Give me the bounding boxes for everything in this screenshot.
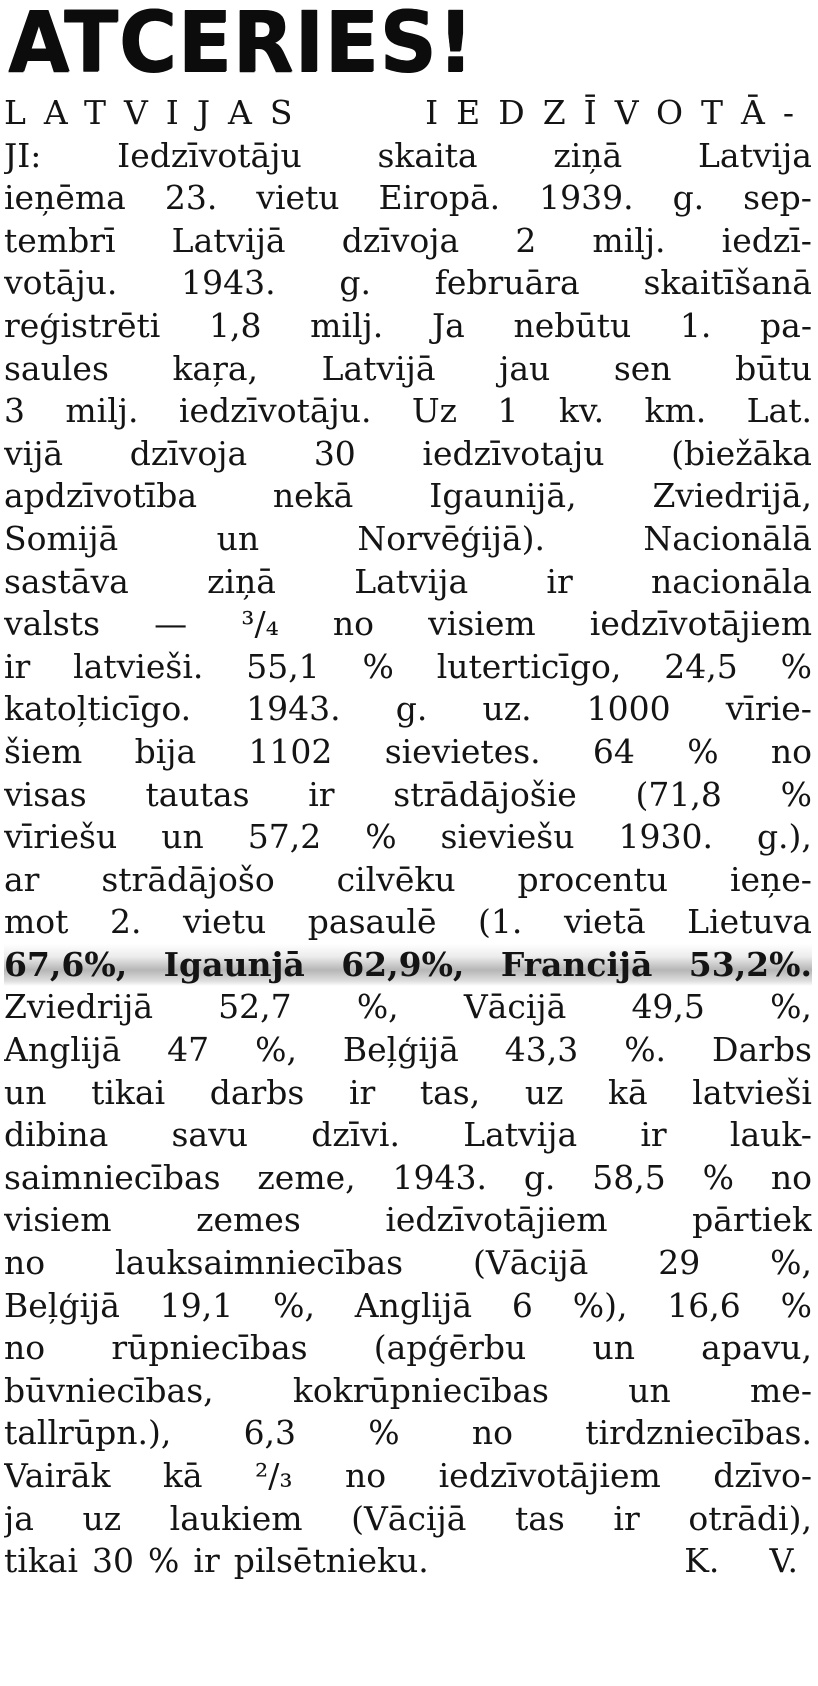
article-word: visiem	[4, 1200, 112, 1240]
article-word: visiem	[428, 604, 536, 644]
article-word: un	[216, 518, 260, 558]
article-word: 2	[515, 220, 537, 260]
article-word: 30	[313, 433, 356, 473]
article-word: vietu	[182, 902, 267, 942]
article-word: sievietes.	[384, 731, 541, 771]
article-word: tikai	[91, 1072, 166, 1112]
article-line	[4, 816, 812, 859]
article-word: iedzīvotājiem	[589, 604, 812, 644]
article-word: visas	[4, 774, 87, 814]
article-word: tikai	[4, 1541, 79, 1581]
article-word: procentu	[517, 859, 669, 899]
article-word: tas	[514, 1498, 565, 1538]
article-word: ziņā	[207, 561, 276, 601]
article-line	[4, 774, 812, 817]
article-word: Somijā	[4, 518, 119, 558]
article-line	[4, 1370, 812, 1413]
article-word: 29	[658, 1243, 701, 1283]
article-word: skaita	[377, 135, 478, 175]
article-word: iedzīvotājiem	[385, 1200, 608, 1240]
article-word: %	[368, 1413, 400, 1453]
article-word: kv.	[558, 391, 605, 431]
article-word: %,	[255, 1030, 297, 1070]
article-word: Beļģijā	[342, 1030, 459, 1070]
article-word: 47	[167, 1030, 210, 1070]
article-line	[4, 1199, 812, 1242]
article-word: %,	[770, 987, 812, 1027]
article-word: %	[780, 774, 812, 814]
article-word: 43,3	[504, 1030, 579, 1070]
article-word: no	[4, 1243, 46, 1283]
article-word: kā	[162, 1456, 203, 1495]
article-word: 49,5	[631, 987, 705, 1027]
article-word: JI:	[4, 135, 42, 175]
article-word: milj.	[65, 391, 139, 431]
article-line	[4, 1498, 812, 1541]
article-word: 19,1	[159, 1285, 234, 1325]
article-word: pārtiek	[692, 1200, 812, 1240]
article-word: 16,6	[667, 1285, 741, 1325]
article-word: ieņēma	[4, 178, 126, 218]
article-word: %	[702, 1157, 734, 1197]
article-word: mot	[4, 902, 69, 942]
article-word: vietu	[256, 178, 340, 218]
article-word: valsts	[4, 604, 101, 644]
article-word: no	[770, 731, 812, 771]
article-line	[4, 1242, 812, 1285]
article-word: strādājošie	[393, 774, 577, 814]
article-word: uz	[82, 1498, 122, 1538]
article-word: votāju.	[4, 263, 118, 303]
article-word: nacionāla	[650, 561, 812, 601]
article-line	[4, 859, 812, 902]
article-word: pa-	[760, 305, 812, 345]
article-word: %	[780, 1285, 812, 1325]
article-word: otrādi),	[688, 1498, 812, 1538]
article-word: 1102	[248, 731, 333, 771]
article-word: %),	[572, 1285, 628, 1325]
article-line	[4, 603, 812, 646]
article-word: %,	[356, 987, 399, 1027]
article-line	[4, 1114, 812, 1157]
article-line	[4, 1327, 812, 1370]
article-word: LATVIJAS	[4, 93, 311, 132]
article-word: —	[154, 604, 188, 644]
article-word: savu	[171, 1115, 249, 1155]
article-word: Zviedrijā,	[652, 476, 812, 516]
article-word: 1930.	[618, 817, 713, 857]
article-word: 57,2	[247, 817, 322, 857]
article-line	[4, 901, 812, 944]
article-word: sieviešu	[440, 817, 575, 857]
article-line	[4, 688, 812, 731]
article-word: jau	[499, 348, 551, 388]
article-line	[4, 262, 812, 305]
article-line	[4, 646, 812, 689]
article-word: lauk-	[729, 1115, 812, 1155]
article-word: dibina	[4, 1115, 109, 1155]
article-word: Ja	[431, 305, 465, 345]
article-line	[4, 177, 812, 220]
article-word: sep-	[743, 178, 812, 218]
article-word: (biežāka	[671, 433, 812, 473]
article-word: tallrūpn.),	[4, 1413, 172, 1453]
article-line	[4, 1540, 812, 1583]
article-word: Eiropā.	[378, 178, 501, 218]
article-word: Latvijā	[171, 220, 286, 260]
article-word: km.	[644, 391, 707, 431]
article-word: latvieši.	[73, 646, 204, 686]
article-word: 67,6%,	[4, 944, 128, 984]
article-word: g.),	[756, 817, 812, 857]
article-word: iedzī-	[721, 220, 812, 260]
article-word: 53,2%.	[688, 944, 812, 984]
article-word: darbs	[209, 1072, 305, 1112]
article-word: ir	[640, 1115, 667, 1155]
article-word: dzīvoja	[341, 220, 460, 260]
article-word: Iedzīvotāju	[117, 135, 302, 175]
article-word: ieņe-	[729, 859, 812, 899]
article-word: nebūtu	[513, 305, 632, 345]
article-word: cilvēku	[336, 859, 456, 899]
article-word: laukiem	[169, 1498, 303, 1538]
article-word: Zviedrijā	[4, 987, 154, 1027]
article-word: ir	[308, 774, 335, 814]
article-word: šiem	[4, 731, 83, 771]
article-word: ³/₄	[241, 604, 279, 644]
article-word: luterticīgo,	[436, 646, 622, 686]
article-word: K.	[684, 1541, 720, 1581]
article-line	[4, 561, 812, 604]
article-word: Vairāk	[4, 1456, 111, 1495]
article-word: nekā	[272, 476, 354, 516]
article-word: dzīvi.	[311, 1115, 400, 1155]
article-word: 30	[92, 1541, 135, 1581]
article-word: %	[365, 817, 397, 857]
article-word: būvniecības,	[4, 1370, 214, 1410]
article-word: tas,	[419, 1072, 481, 1112]
article-word: katoļticīgo.	[4, 689, 192, 729]
article-word: Latvija	[698, 135, 812, 175]
article-line	[4, 135, 812, 178]
article-word: ja	[4, 1498, 34, 1538]
article-word: 1943.	[246, 689, 341, 729]
article-word: 1939.	[539, 178, 634, 218]
article-word: 62,9%,	[341, 944, 465, 984]
article-word: dzīvo-	[713, 1456, 812, 1495]
article-word: un	[161, 817, 204, 857]
article-word: ²/₃	[255, 1456, 293, 1495]
article-word: Beļģijā	[4, 1285, 120, 1325]
article-word: 23.	[164, 178, 218, 218]
article-word: 58,5	[592, 1157, 666, 1197]
article-word: ir	[4, 646, 31, 686]
article-word: iedzīvotaju	[422, 433, 605, 473]
article-word: kokrūpniecības	[292, 1370, 549, 1410]
article-word: no	[332, 604, 375, 644]
article-word: V.	[769, 1541, 798, 1581]
article-line	[4, 518, 812, 561]
article-word: ir	[546, 561, 573, 601]
article-word: 52,7	[218, 987, 292, 1027]
article-word: Vācijā	[463, 987, 567, 1027]
article-word: Uz	[411, 391, 458, 431]
article-word: ar	[4, 859, 40, 899]
article-word: no	[4, 1328, 46, 1368]
article-word: 1.	[679, 305, 712, 345]
article-word: 2.	[109, 902, 142, 942]
article-word: zeme,	[257, 1157, 356, 1197]
article-word: g.	[672, 178, 705, 218]
article-word: 1943.	[181, 263, 276, 303]
article-word: Igaunjā	[163, 944, 305, 984]
article-line	[4, 348, 812, 391]
article-word: apavu,	[701, 1328, 812, 1368]
article-word: Anglijā	[354, 1285, 473, 1325]
article-word: %	[362, 646, 394, 686]
article-word: 6,3	[243, 1413, 297, 1453]
article-word: 6	[511, 1285, 533, 1325]
article-word: saimniecības	[4, 1157, 221, 1197]
article-word: no	[770, 1157, 812, 1197]
article-word: tirdzniecības.	[585, 1413, 812, 1453]
article-line	[4, 1072, 812, 1115]
article-word: saules	[4, 348, 109, 388]
article-word: ir	[193, 1541, 220, 1581]
article-word: (Vācijā	[351, 1498, 467, 1538]
article-word: reģistrēti	[4, 305, 161, 345]
article-line	[4, 305, 812, 348]
article-word: ir	[613, 1498, 640, 1538]
article-word: uz.	[482, 689, 532, 729]
article-line	[4, 475, 812, 518]
article-line	[4, 1412, 812, 1455]
article-word: iedzīvotājiem	[438, 1456, 661, 1495]
article-word: tautas	[145, 774, 250, 814]
article-word: un	[4, 1072, 47, 1112]
article-word: milj.	[592, 220, 666, 260]
article-line	[4, 1157, 812, 1200]
article-line	[4, 1285, 812, 1328]
article-word: Latvijā	[321, 348, 436, 388]
article-word: Norvēģijā).	[357, 518, 546, 558]
article-line	[4, 731, 812, 774]
article-word: 24,5	[664, 646, 738, 686]
article-word: vietā	[563, 902, 646, 942]
article-headline: ATCERIES!	[8, 0, 475, 91]
article-word: februāra	[434, 263, 580, 303]
article-line	[4, 986, 812, 1029]
article-word: latvieši	[692, 1072, 812, 1112]
article-word: (1.	[478, 902, 523, 942]
article-word: g.	[523, 1157, 556, 1197]
article-word: 1000	[586, 689, 671, 729]
article-line	[4, 390, 812, 433]
article-body	[4, 92, 812, 1583]
article-word: ziņā	[553, 135, 623, 175]
article-line	[4, 1029, 812, 1072]
article-word: 1,8	[208, 305, 262, 345]
article-word: sen	[613, 348, 672, 388]
article-word: (apģērbu	[373, 1328, 527, 1368]
article-word: skaitīšanā	[643, 263, 812, 303]
article-word: sastāva	[4, 561, 129, 601]
article-line	[4, 220, 812, 263]
article-word: %,	[273, 1285, 315, 1325]
article-word: Lat.	[746, 391, 812, 431]
article-word: būtu	[735, 348, 812, 388]
article-word: %	[148, 1541, 180, 1581]
article-word: me-	[750, 1370, 812, 1410]
article-word: 1943.	[392, 1157, 487, 1197]
article-word: un	[628, 1370, 671, 1410]
article-word: 1	[497, 391, 519, 431]
article-word: uz	[524, 1072, 564, 1112]
article-word: %	[687, 731, 719, 771]
article-word: no	[471, 1413, 514, 1453]
article-word: Francijā	[500, 944, 653, 984]
article-word: apdzīvotība	[4, 476, 197, 516]
article-word: kā	[608, 1072, 648, 1112]
article-line	[4, 92, 812, 135]
article-word: milj.	[310, 305, 384, 345]
article-word: pilsētnieku.	[233, 1541, 429, 1581]
article-word: Latvija	[463, 1115, 578, 1155]
article-word: Latvija	[354, 561, 469, 601]
article-word: Nacionālā	[643, 518, 812, 558]
article-word: g.	[339, 263, 371, 303]
article-word: %,	[770, 1243, 812, 1283]
article-word: 55,1	[246, 646, 320, 686]
article-word: bija	[134, 731, 197, 771]
article-word: Darbs	[711, 1030, 812, 1070]
article-word: Anglijā	[4, 1030, 122, 1070]
article-word: vijā	[4, 433, 64, 473]
article-word: (Vācijā	[472, 1243, 589, 1283]
article-line	[4, 944, 812, 987]
article-word: 64	[592, 731, 635, 771]
article-word: %.	[624, 1030, 667, 1070]
article-word: rūpniecības	[111, 1328, 308, 1368]
article-word: %	[780, 646, 812, 686]
article-word: g.	[395, 689, 428, 729]
article-word: pasaulē	[307, 902, 437, 942]
article-word: Igaunijā,	[429, 476, 577, 516]
article-word: vīriešu	[4, 817, 118, 857]
article-word: tembrī	[4, 220, 116, 260]
article-word: Lietuva	[687, 902, 812, 942]
article-word: IEDZĪVOTĀ-	[425, 93, 812, 132]
article-word: iedzīvotāju.	[178, 391, 372, 431]
article-word: un	[592, 1328, 635, 1368]
article-word: no	[345, 1456, 387, 1495]
article-line	[4, 1455, 812, 1498]
article-word: strādājošo	[101, 859, 275, 899]
article-word: 3	[4, 391, 25, 431]
article-word: ir	[348, 1072, 376, 1112]
article-word: (71,8	[635, 774, 722, 814]
article-word: dzīvoja	[129, 433, 248, 473]
article-word: zemes	[196, 1200, 301, 1240]
article-word: vīrie-	[725, 689, 812, 729]
article-word: kaŗa,	[172, 348, 259, 388]
article-line	[4, 433, 812, 476]
article-word: lauksaimniecības	[115, 1243, 404, 1283]
